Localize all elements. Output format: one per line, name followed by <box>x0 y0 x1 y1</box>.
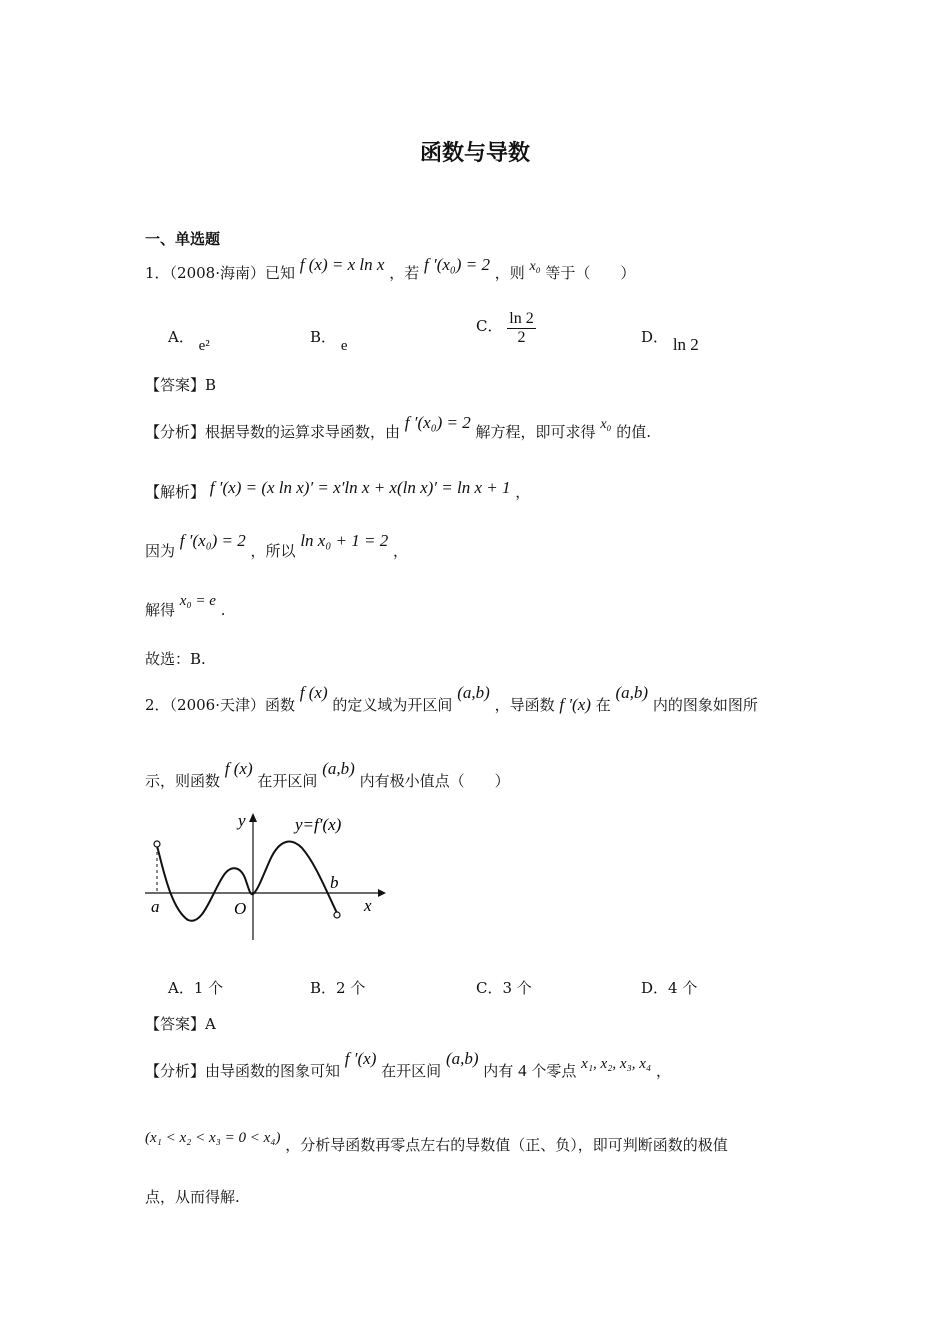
q2-interval-2: (a,b) <box>615 683 649 702</box>
x-axis-arrow <box>378 889 386 897</box>
q1-solution-expression: f ′(x) = (x ln x)′ = x′ln x + x(ln x)′ = ln x + 1 <box>209 478 511 497</box>
q1-so-expression: ln x₀ + 1 = 2 <box>300 531 389 550</box>
q1-solve <box>145 593 226 620</box>
q2-analysis-fprime: f ′(x) <box>344 1049 377 1068</box>
q1-solution-end: ， <box>515 483 531 501</box>
q2-analysis-end: ， <box>655 1062 671 1080</box>
q2-line2-pre: 示，则函数 <box>145 772 221 790</box>
derivative-curve <box>157 842 337 921</box>
q1-solve-label: 解得 <box>145 601 176 619</box>
q2-interval: (a,b) <box>457 683 490 702</box>
q2-analysis-interval: (a,b) <box>445 1049 479 1068</box>
q1-option-d-value: ln 2 <box>672 335 699 354</box>
open-endpoint-b <box>334 912 340 918</box>
q1-answer: 【答案】B <box>145 376 217 394</box>
q1-option-b <box>310 326 348 354</box>
y-axis-arrow <box>249 813 257 822</box>
q2-text-graph: 内的图象如图所 <box>652 696 758 714</box>
q1-option-c-numerator: ln 2 <box>509 310 534 327</box>
derivative-graph <box>140 808 390 943</box>
graph-curve-label: y=f′(x) <box>295 815 342 834</box>
q1-text-ze: ，则 <box>494 264 525 282</box>
graph-origin-label: O <box>234 899 247 918</box>
graph-a-label: a <box>151 897 160 916</box>
q2-analysis-four: 4 <box>518 1061 527 1080</box>
q2-line2-mid: 在开区间 <box>257 772 318 790</box>
q1-option-d <box>641 326 699 354</box>
q2-text-zai: 在 <box>595 696 611 714</box>
q2-analysis-points: x₁, x₂, x₃, x₄ <box>581 1056 652 1072</box>
q1-stem <box>145 255 636 283</box>
q2-line2-post: 内有极小值点（ ） <box>359 772 510 790</box>
q2-option-c: C．3 个 <box>476 979 532 997</box>
q1-intro: 1．（2008·海南）已知 <box>145 264 295 282</box>
q1-choose: 故选：B. <box>145 650 206 668</box>
page-title: 函数与导数 <box>419 141 530 166</box>
q2-option-a: A．1 个 <box>168 979 224 997</box>
q1-option-c-label: C． <box>476 316 503 335</box>
q1-option-a-label: A． <box>168 328 194 346</box>
q2-interval-3: (a,b) <box>322 759 355 778</box>
q1-function: f (x) = x ln x <box>299 255 385 274</box>
q1-x0: x₀ <box>529 259 541 274</box>
q1-analysis-mid: 解方程，即可求得 <box>475 423 596 441</box>
q1-analysis-condition: f ′(x₀) = 2 <box>404 413 471 432</box>
q1-text-ruo: ，若 <box>389 264 420 282</box>
q2-order-post: ，分析导函数再零点左右的导数值（正、负），即可判断函数的极值 <box>285 1136 728 1154</box>
q1-because-label: 因为 <box>145 542 176 560</box>
graph-x-label: x <box>364 896 372 915</box>
q1-option-c-denominator: 2 <box>517 329 526 346</box>
q1-option-c <box>476 310 536 347</box>
q2-analysis-mid3: 个零点 <box>531 1062 577 1080</box>
graph-b-label: b <box>330 873 339 892</box>
q1-option-c-fraction <box>507 310 535 347</box>
q1-condition: f ′(x₀) = 2 <box>424 255 490 274</box>
q1-analysis-post: 的值. <box>616 423 651 441</box>
q2-text-domain: 的定义域为开区间 <box>332 696 453 714</box>
q2-analysis-line3: 点，从而得解. <box>145 1188 240 1206</box>
q1-solve-expression: x₀ = e <box>179 593 216 609</box>
open-endpoint-a <box>154 841 160 847</box>
q2-function-2: f (x) <box>224 759 253 778</box>
q1-analysis <box>145 413 651 442</box>
q1-tail: 等于（ ） <box>545 264 636 282</box>
q2-analysis-pre: 【分析】由导函数的图象可知 <box>145 1062 341 1080</box>
q1-solution <box>145 478 531 502</box>
q1-solve-end: . <box>220 601 226 619</box>
q1-option-a-value: e² <box>198 338 210 354</box>
q2-text-derivative: ，导函数 <box>494 696 555 714</box>
q2-analysis-mid: 在开区间 <box>381 1062 442 1080</box>
q2-fprime: f ′(x) <box>559 695 591 714</box>
q1-option-a <box>168 326 210 354</box>
q2-order-expression: (x₁ < x₂ < x₃ = 0 < x₄) <box>145 1130 281 1146</box>
q2-function: f (x) <box>299 683 328 702</box>
q2-analysis-line2 <box>145 1130 728 1155</box>
q2-option-b: B．2 个 <box>310 979 366 997</box>
q2-analysis-mid2: 内有 <box>483 1062 514 1080</box>
q1-analysis-x0: x₀ <box>600 417 612 432</box>
section-heading: 一、单选题 <box>145 230 221 248</box>
q2-intro: 2．（2006·天津）函数 <box>145 696 295 714</box>
q1-option-d-label: D． <box>641 328 669 346</box>
q2-answer: 【答案】A <box>145 1015 216 1033</box>
q2-stem-line2 <box>145 759 510 791</box>
q1-because <box>145 531 408 561</box>
q1-because-expression: f ′(x₀) = 2 <box>179 531 246 550</box>
q1-so-end: ， <box>392 542 408 560</box>
q1-option-b-label: B． <box>310 328 337 346</box>
graph-y-label: y <box>238 811 246 830</box>
q2-stem-line1 <box>145 683 758 715</box>
q2-analysis <box>145 1049 671 1081</box>
q2-option-d: D．4 个 <box>641 979 698 997</box>
q1-analysis-pre: 【分析】根据导数的运算求导函数，由 <box>145 423 401 441</box>
q1-solution-label: 【解析】 <box>145 483 206 501</box>
q1-so-label: ，所以 <box>250 542 296 560</box>
q1-option-b-value: e <box>340 338 348 354</box>
